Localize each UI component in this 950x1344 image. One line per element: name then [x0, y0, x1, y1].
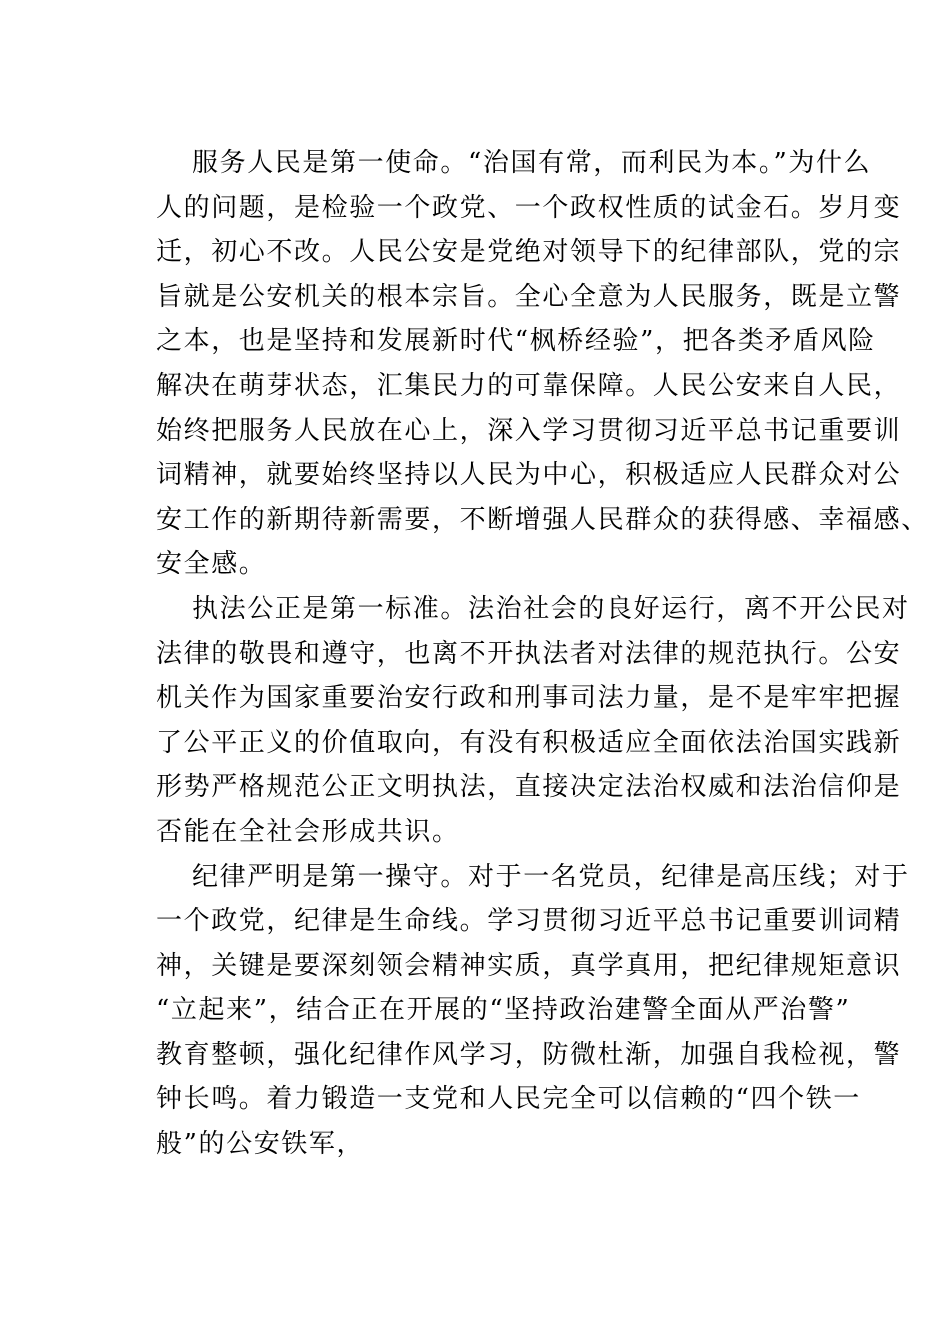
text-line: 执法公正是第一标准。法治社会的良好运行，离不开公民对 — [192, 593, 910, 624]
paragraph-discipline — [120, 855, 910, 1167]
text-line: 形势严格规范公正文明执法，直接决定法治权威和法治信仰是 — [156, 772, 902, 803]
text-line: 否能在全社会形成共识。 — [156, 816, 460, 847]
text-line: 解决在萌芽状态，汇集民力的可靠保障。人民公安来自人民， — [156, 370, 902, 401]
text-line: 安工作的新期待新需要，不断增强人民群众的获得感、幸福感、 — [156, 504, 929, 535]
text-line: 旨就是公安机关的根本宗旨。全心全意为人民服务，既是立警 — [156, 281, 902, 312]
text-line: 安全感。 — [156, 549, 267, 580]
text-line: 服务人民是第一使命。“治国有常，而利民为本。”为什么 — [192, 148, 872, 178]
text-line: 了公平正义的价值取向，有没有积极适应全面依法治国实践新 — [156, 727, 902, 758]
paragraph-law-enforcement — [120, 587, 910, 855]
paragraph-service-people — [120, 141, 929, 587]
text-line: 人的问题，是检验一个政党、一个政权性质的试金石。岁月变 — [156, 192, 902, 223]
text-line: 钟长鸣。着力锻造一支党和人民完全可以信赖的“四个铁一 — [156, 1084, 861, 1115]
text-line: 纪律严明是第一操守。对于一名党员，纪律是高压线；对于 — [192, 861, 910, 892]
text-line: “立起来”，结合正在开展的“坚持政治建警全面从严治警” — [156, 995, 851, 1026]
text-line: 法律的敬畏和遵守，也离不开执法者对法律的规范执行。公安 — [156, 638, 902, 669]
text-line: 词精神，就要始终坚持以人民为中心，积极适应人民群众对公 — [156, 460, 902, 491]
text-line: 一个政党，纪律是生命线。学习贯彻习近平总书记重要训词精 — [156, 906, 902, 937]
text-line: 始终把服务人民放在心上，深入学习贯彻习近平总书记重要训 — [156, 415, 902, 446]
text-line: 机关作为国家重要治安行政和刑事司法力量，是不是牢牢把握 — [156, 683, 902, 714]
text-line: 之本，也是坚持和发展新时代“枫桥经验”，把各类矛盾风险 — [156, 326, 876, 357]
document-body — [120, 141, 929, 1167]
text-line: 神，关键是要深刻领会精神实质，真学真用，把纪律规矩意识 — [156, 950, 902, 981]
text-line: 迁，初心不改。人民公安是党绝对领导下的纪律部队，党的宗 — [156, 237, 902, 268]
text-line: 教育整顿，强化纪律作风学习，防微杜渐，加强自我检视，警 — [156, 1039, 902, 1070]
text-line: 般”的公安铁军， — [156, 1129, 365, 1160]
